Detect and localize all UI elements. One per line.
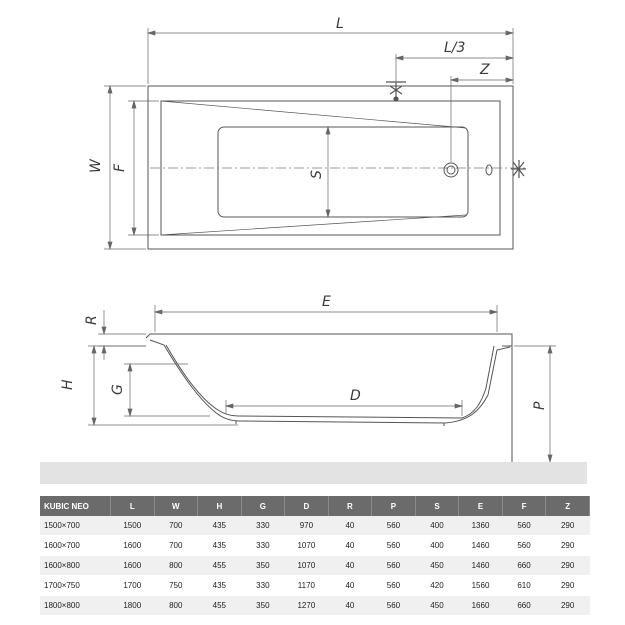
label-R: R [84, 315, 100, 325]
table-header-cell: F [502, 496, 546, 516]
table-cell: 1700 [111, 576, 155, 596]
table-cell: 400 [415, 536, 459, 556]
table-cell: 700 [154, 516, 198, 536]
table-cell-model: 1600×700 [40, 536, 111, 556]
table-cell-model: 1800×800 [40, 596, 111, 616]
table-cell: 560 [502, 536, 546, 556]
tub-rim [146, 334, 512, 346]
dimension-G [124, 364, 210, 416]
label-H: H [60, 379, 76, 390]
dimension-Z [451, 76, 513, 162]
label-Z: Z [480, 62, 490, 78]
table-cell: 560 [372, 596, 416, 616]
table-header-cell: S [415, 496, 459, 516]
table-cell: 560 [372, 516, 416, 536]
table-cell-model: 1500×700 [40, 516, 111, 536]
top-view [104, 28, 526, 249]
drain-icon [444, 163, 458, 177]
table-cell: 435 [198, 516, 242, 536]
label-S: S [309, 170, 325, 179]
side-view [88, 305, 556, 462]
table-header-cell: G [241, 496, 285, 516]
table-cell: 290 [546, 576, 590, 596]
label-W: W [88, 159, 104, 173]
table-row [40, 516, 590, 536]
table-cell: 435 [198, 536, 242, 556]
label-G: G [110, 384, 126, 395]
table-cell: 1660 [459, 596, 503, 616]
table-cell: 435 [198, 576, 242, 596]
table-row [40, 596, 590, 616]
table-cell: 700 [154, 536, 198, 556]
table-cell: 1460 [459, 556, 503, 576]
table-cell: 290 [546, 516, 590, 536]
table-cell: 1070 [285, 556, 329, 576]
tub-inner-basin [166, 345, 494, 418]
table-cell: 800 [154, 596, 198, 616]
table-header-cell: P [372, 496, 416, 516]
table-cell: 1360 [459, 516, 503, 536]
tub-outer-rim [148, 86, 513, 249]
table-header-cell: Z [546, 496, 590, 516]
table-cell: 290 [546, 596, 590, 616]
table-cell: 970 [285, 516, 329, 536]
label-F: F [112, 163, 128, 172]
table-header-row [40, 496, 590, 516]
table-cell: 290 [546, 536, 590, 556]
table-cell: 1270 [285, 596, 329, 616]
table-cell: 450 [415, 556, 459, 576]
table-header-cell: R [328, 496, 372, 516]
table-cell: 560 [372, 576, 416, 596]
dimension-R [98, 310, 146, 360]
table-cell: 610 [502, 576, 546, 596]
table-cell: 1560 [459, 576, 503, 596]
tub-basin [218, 127, 468, 217]
table-cell: 660 [502, 596, 546, 616]
label-L3: L/3 [444, 40, 466, 56]
table-header-cell: L [111, 496, 155, 516]
table-row [40, 556, 590, 576]
table-cell: 420 [415, 576, 459, 596]
table-row [40, 536, 590, 556]
label-L: L [336, 16, 344, 32]
table-cell: 1600 [111, 556, 155, 576]
table-cell: 1170 [285, 576, 329, 596]
table-cell: 40 [328, 576, 372, 596]
label-P: P [532, 401, 548, 410]
slope-line-top [161, 101, 466, 128]
table-cell: 330 [241, 516, 285, 536]
table-cell: 1800 [111, 596, 155, 616]
tub-outer-shell [150, 340, 510, 423]
slope-line-bottom [161, 215, 466, 235]
table-header-cell: KUBIC NEO [40, 496, 111, 516]
label-E: E [322, 294, 331, 310]
table-row [40, 576, 590, 596]
table-cell: 560 [502, 516, 546, 536]
table-cell: 330 [241, 536, 285, 556]
dimension-D [226, 400, 462, 416]
label-D: D [350, 388, 361, 404]
faucet-icon-top [386, 82, 406, 101]
faucet-icon-side [511, 160, 526, 178]
table-cell: 350 [241, 596, 285, 616]
table-cell: 560 [372, 536, 416, 556]
table-cell: 455 [198, 556, 242, 576]
table-header-cell: H [198, 496, 242, 516]
dimension-L [148, 28, 513, 84]
table-cell: 400 [415, 516, 459, 536]
table-cell: 40 [328, 556, 372, 576]
table-cell: 660 [502, 556, 546, 576]
table-cell: 560 [372, 556, 416, 576]
table-cell: 40 [328, 596, 372, 616]
table-cell: 290 [546, 556, 590, 576]
table-cell: 1070 [285, 536, 329, 556]
table-cell: 40 [328, 516, 372, 536]
table-cell: 450 [415, 596, 459, 616]
table-cell: 330 [241, 576, 285, 596]
table-cell: 1500 [111, 516, 155, 536]
table-header-cell: E [459, 496, 503, 516]
table-cell: 40 [328, 536, 372, 556]
floor [40, 462, 587, 484]
table-cell: 350 [241, 556, 285, 576]
dimension-S [326, 127, 330, 217]
dimensions-table [40, 496, 590, 616]
table-header-cell: D [285, 496, 329, 516]
table-cell-model: 1600×800 [40, 556, 111, 576]
table-cell: 1460 [459, 536, 503, 556]
table-cell-model: 1700×750 [40, 576, 111, 596]
table-header-cell: W [154, 496, 198, 516]
overflow-icon [486, 165, 492, 175]
table-body [40, 516, 590, 616]
table-cell: 1600 [111, 536, 155, 556]
table-cell: 455 [198, 596, 242, 616]
table-cell: 750 [154, 576, 198, 596]
table-cell: 800 [154, 556, 198, 576]
